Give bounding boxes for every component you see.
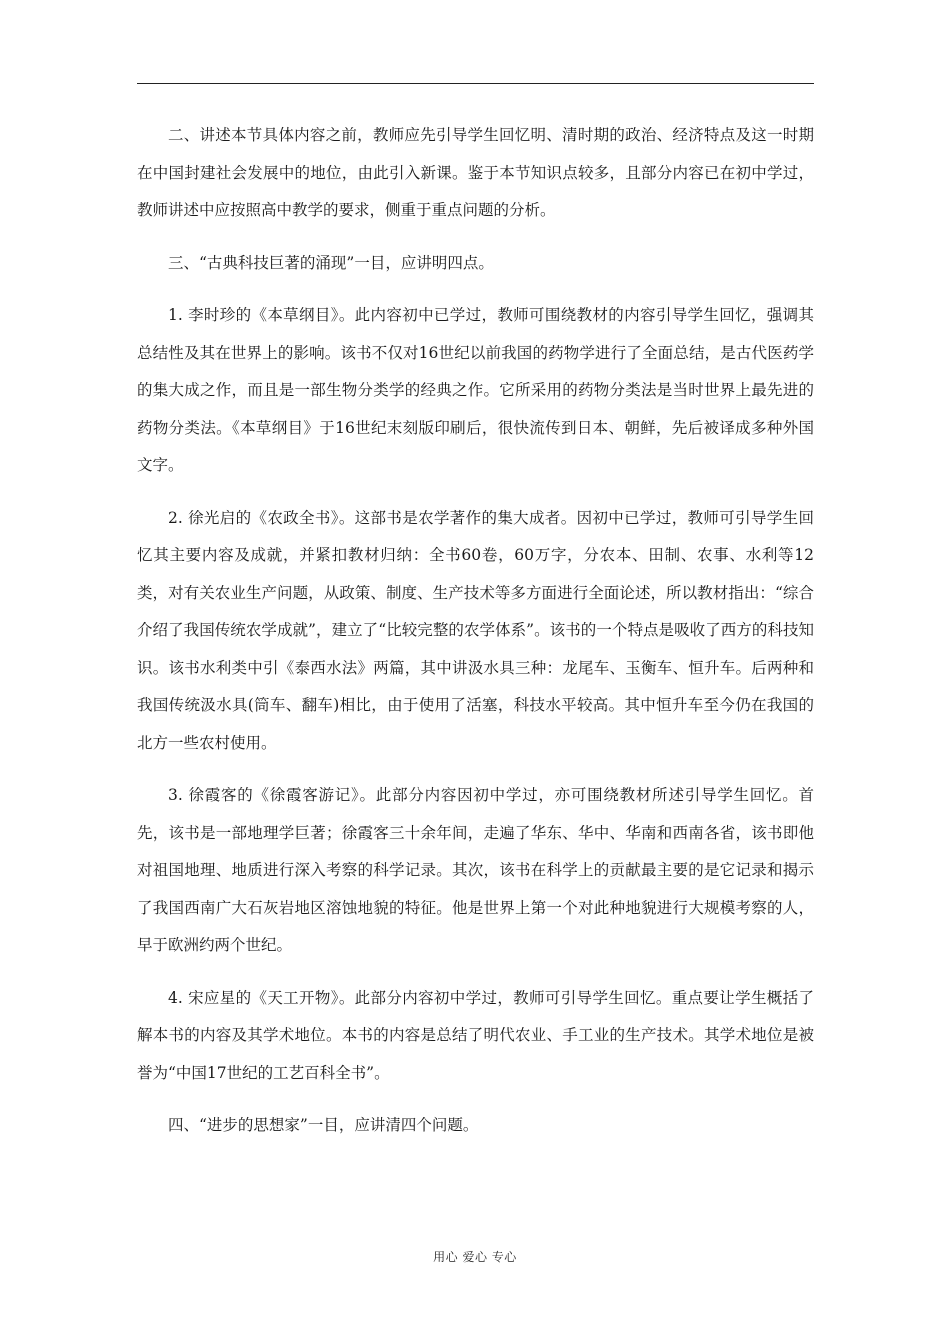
paragraph-tiangong-kaiwu: 4. 宋应星的《天工开物》。此部分内容初中学过，教师可引导学生回忆。重点要让学生概括了解本书的内容及其学术地位。本书的内容是总结了明代农业、手工业的生产技术。其学术地位是被誉为“中国17世纪的工艺百科全书”。: [137, 988, 814, 1082]
document-body: [137, 117, 814, 1160]
paragraph-intro: 二、讲述本节具体内容之前，教师应先引导学生回忆明、清时期的政治、经济特点及这一时期在中国封建社会发展中的地位，由此引入新课。鉴于本节知识点较多，且部分内容已在初中学过，教师讲述中应按照高中教学的要求，侧重于重点问题的分析。: [137, 126, 814, 219]
paragraph-bencao-gangmu: 1. 李时珍的《本草纲目》。此内容初中已学过，教师可围绕教材的内容引导学生回忆，强调其总结性及其在世界上的影响。该书不仅对16世纪以前我国的药物学进行了全面总结，是古代医药学的集大成之作，而且是一部生物分类学的经典之作。它所采用的药物分类法是当时世界上最先进的药物分类法。《本草纲目》于16世纪末刻版印刷后，很快流传到日本、朝鲜，先后被译成多种外国文字。: [137, 306, 814, 474]
page-footer: 用心 爱心 专心: [433, 1250, 517, 1264]
header-rule: [137, 83, 814, 84]
paragraph-section-four: 四、“进步的思想家”一目，应讲清四个问题。: [168, 1116, 479, 1134]
paragraph-section-three: 三、“古典科技巨著的涌现”一目，应讲明四点。: [168, 253, 494, 272]
paragraph-xuxiake-youji: 3. 徐霞客的《徐霞客游记》。此部分内容因初中学过，亦可围绕教材所述引导学生回忆。首先，该书是一部地理学巨著；徐霞客三十余年间，走遍了华东、华中、华南和西南各省，该书即他对祖国地理、地质进行深入考察的科学记录。其次，该书在科学上的贡献最主要的是它记录和揭示了我国西南广大石灰岩地区溶蚀地貌的特征。他是世界上第一个对此种地貌进行大规模考察的人，早于欧洲约两个世纪。: [137, 786, 814, 954]
paragraph-nongzheng-quanshu: 2. 徐光启的《农政全书》。这部书是农学著作的集大成者。因初中已学过，教师可引导学生回忆其主要内容及成就，并紧扣教材归纳：全书60卷，60万字，分农本、田制、农事、水利等12类，对有关农业生产问题，从政策、制度、生产技术等多方面进行全面论述，所以教材指出：“综合介绍了我国传统农学成就”，建立了“比较完整的农学体系”。该书的一个特点是吸收了西方的科技知识。该书水利类中引《泰西水法》两篇，其中讲汲水具三种：龙尾车、玉衡车、恒升车。后两种和我国传统汲水具(筒车、翻车)相比，由于使用了活塞，科技水平较高。其中恒升车至今仍在我国的北方一些农村使用。: [137, 508, 814, 752]
